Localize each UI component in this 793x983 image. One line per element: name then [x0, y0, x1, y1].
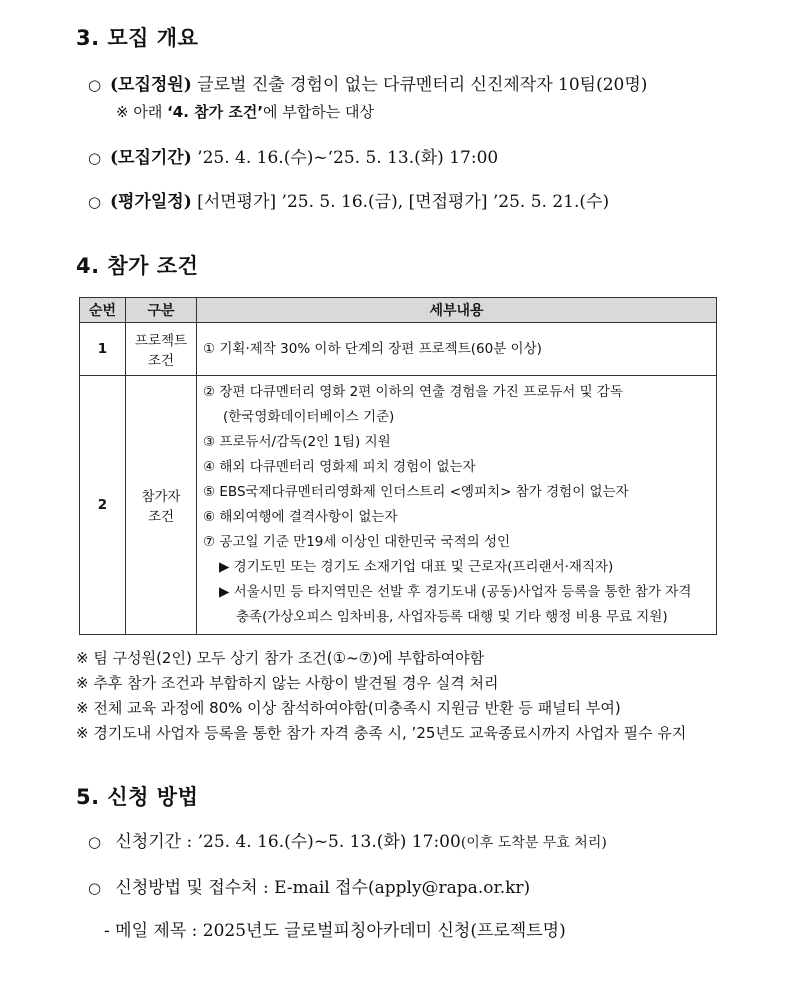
header-details: 세부내용	[197, 298, 717, 323]
detail-line: ⑤ EBS국제다큐멘터리영화제 인더스트리 <옝피치> 참가 경험이 없는자	[203, 484, 629, 500]
mail-subject-line: - 메일 제목 : 2025년도 글로벌피칭아카데미 신청(프로젝트명)	[104, 921, 566, 941]
recruit-period-label: (모집기간)	[110, 148, 192, 168]
conditions-table	[79, 297, 717, 635]
section-5-title: 5. 신청 방법	[76, 785, 199, 809]
detail-line: ⑥ 해외여행에 결격사항이 없는자	[203, 509, 398, 525]
row-detail	[197, 323, 717, 376]
circle-bullet-icon: ○	[88, 193, 102, 211]
circle-bullet-icon: ○	[88, 833, 102, 851]
sub-note-prefix: ※ 아래	[116, 103, 168, 121]
detail-line: ▶ 서울시민 등 타지역민은 선발 후 경기도내 (공동)사업자 등록을 통한 참가 자격	[219, 584, 692, 600]
category-line: 참가자	[141, 489, 181, 505]
circle-bullet-icon: ○	[88, 76, 102, 94]
detail-line: ④ 해외 다큐멘터리 영화제 피치 경험이 없는자	[203, 459, 476, 475]
application-method-line	[88, 873, 530, 898]
table-row	[80, 376, 717, 635]
circle-bullet-icon: ○	[88, 149, 102, 167]
row-detail	[197, 376, 717, 635]
detail-line: ⑦ 공고일 기준 만19세 이상인 대한민국 국적의 성인	[203, 534, 511, 550]
table-row	[80, 323, 717, 376]
recruit-period-text: ’25. 4. 16.(수)~‘25. 5. 13.(화) 17:00	[191, 148, 499, 168]
sub-note-bold: ‘4. 참가 조건’	[167, 103, 264, 121]
header-category: 구분	[126, 298, 197, 323]
application-period-text: 신청기간 : ’25. 4. 16.(수)~5. 13.(화) 17:00	[110, 832, 461, 852]
detail-line: ① 기획·제작 30% 이하 단계의 장편 프로젝트(60분 이상)	[203, 340, 542, 357]
category-line: 조건	[147, 509, 175, 525]
recruit-capacity-line	[88, 70, 647, 95]
row-number: 1	[80, 323, 126, 376]
evaluation-schedule-text: [서면평가] ’25. 5. 16.(금), [면접평가] ’25. 5. 21.(수)	[191, 192, 610, 212]
recruit-period-line	[88, 143, 498, 168]
recruit-capacity-label: (모집정원)	[110, 75, 192, 95]
detail-line: ▶ 경기도민 또는 경기도 소재기업 대표 및 근로자(프리랜서·재직자)	[219, 559, 614, 575]
note-line: ※ 팀 구성원(2인) 모두 상기 참가 조건(①~⑦)에 부합하여야함	[76, 649, 485, 667]
category-line: 프로젝트	[134, 333, 188, 349]
table-header-row	[80, 298, 717, 323]
application-period-note: (이후 도착분 무효 처리)	[460, 835, 607, 851]
detail-line: ③ 프로듀서/감독(2인 1팀) 지원	[203, 434, 391, 450]
row-number: 2	[80, 376, 126, 635]
recruit-sub-note	[116, 101, 374, 122]
evaluation-schedule-label: (평가일정)	[110, 192, 192, 212]
detail-line: (한국영화데이터베이스 기준)	[223, 409, 395, 425]
note-line: ※ 전체 교육 과정에 80% 이상 참석하여야함(미충족시 지원금 반환 등 패널티 부여)	[76, 699, 621, 717]
detail-line: 충족(가상오피스 임차비용, 사업자등록 대행 및 기타 행정 비용 무료 지원)	[236, 609, 668, 625]
evaluation-schedule-line	[88, 187, 609, 212]
header-number: 순번	[80, 298, 126, 323]
recruit-capacity-text: 글로벌 진출 경험이 없는 다큐멘터리 신진제작자 10팀(20명)	[191, 75, 648, 95]
row-category	[126, 376, 197, 635]
application-method-text: 신청방법 및 접수처 : E-mail 접수(apply@rapa.or.kr)	[110, 878, 531, 898]
section-3-title: 3. 모집 개요	[76, 26, 199, 50]
detail-line: ② 장편 다큐멘터리 영화 2편 이하의 연출 경험을 가진 프로듀서 및 감독	[203, 384, 624, 400]
note-line: ※ 추후 참가 조건과 부합하지 않는 사항이 발견될 경우 실격 처리	[76, 674, 499, 692]
application-period-line	[88, 827, 607, 852]
category-line: 조건	[147, 353, 175, 369]
sub-note-suffix: 에 부합하는 대상	[263, 103, 374, 121]
row-category	[126, 323, 197, 376]
note-line: ※ 경기도내 사업자 등록을 통한 참가 자격 충족 시, ’25년도 교육종료시까지 사업자 필수 유지	[76, 724, 687, 742]
circle-bullet-icon: ○	[88, 879, 102, 897]
section-4-title: 4. 참가 조건	[76, 254, 199, 278]
